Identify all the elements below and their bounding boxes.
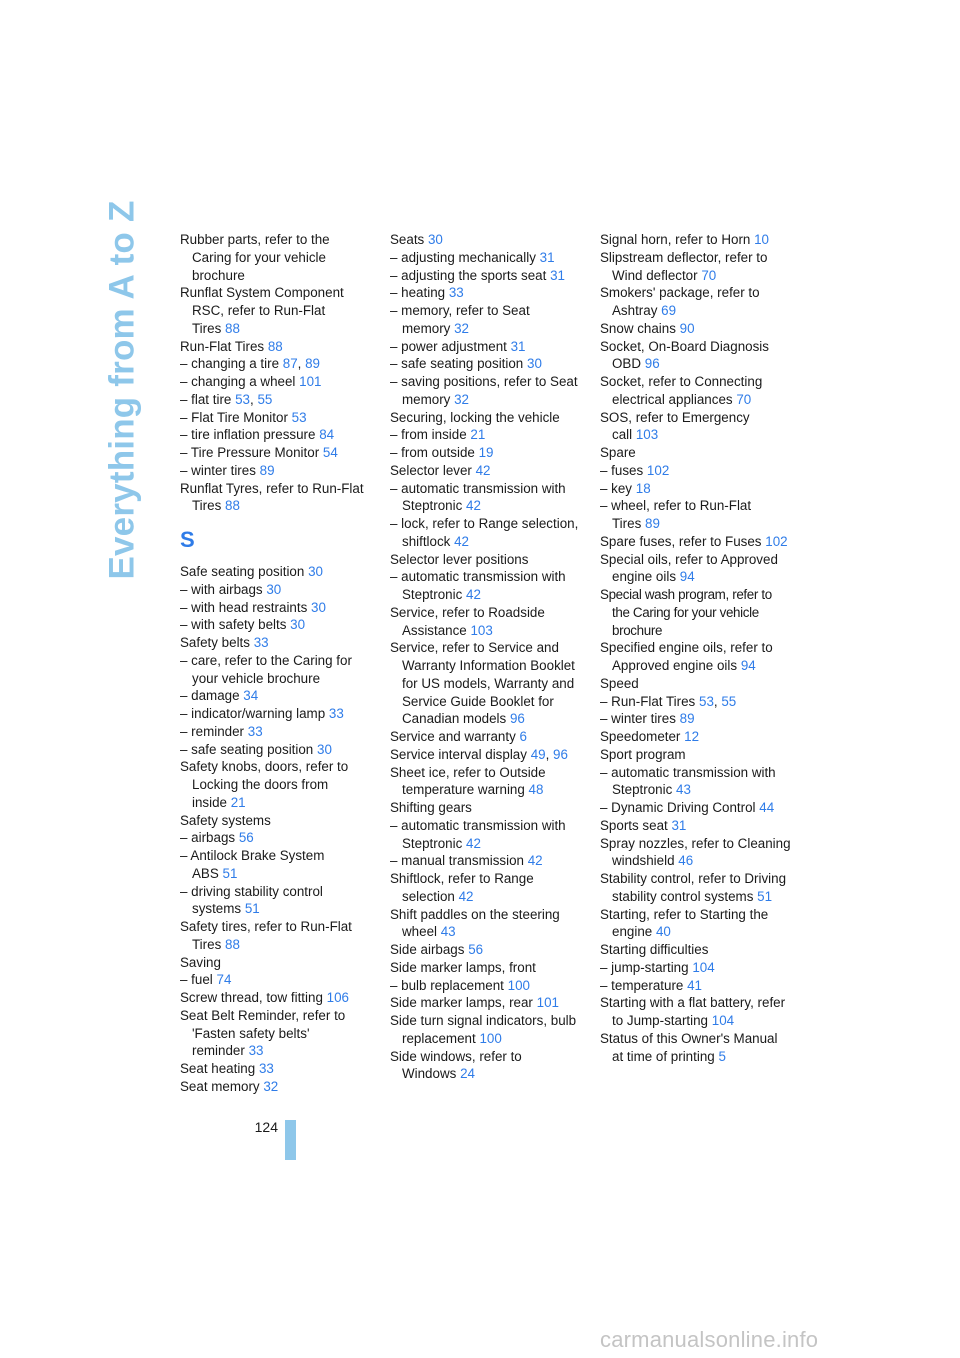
index-term: Starting with a flat battery, refer to Jump-starting xyxy=(600,995,786,1028)
index-term: – key xyxy=(600,480,633,496)
page-reference-link[interactable]: 42 xyxy=(454,533,470,549)
index-entry xyxy=(180,599,370,617)
page-reference-link[interactable]: 70 xyxy=(701,267,717,283)
page-reference-link[interactable]: 30 xyxy=(311,599,326,615)
index-term: – jump-starting xyxy=(600,959,689,975)
index-term: – flat tire xyxy=(180,391,232,407)
page-reference-link[interactable]: 104 xyxy=(711,1013,735,1028)
index-term: Side airbags xyxy=(390,942,465,957)
page-reference-link[interactable]: 32 xyxy=(454,391,469,407)
index-entry xyxy=(180,409,370,427)
index-term: – temperature xyxy=(600,977,684,993)
index-term: – changing a wheel xyxy=(180,374,296,389)
index-entry xyxy=(600,728,792,746)
page-reference-link[interactable]: 33 xyxy=(448,285,464,301)
index-entry xyxy=(180,652,370,688)
index-term: Seat Belt Reminder, refer to 'Fasten safety belts' reminder xyxy=(180,1007,346,1059)
index-term: – memory, refer to Seat memory xyxy=(390,303,530,336)
index-entry xyxy=(390,373,580,409)
index-column-2 xyxy=(390,231,580,1083)
page-reference-link[interactable]: 49 xyxy=(530,746,546,762)
page-reference-link[interactable]: 89 xyxy=(259,462,275,478)
page-reference-link[interactable]: 74 xyxy=(216,972,232,988)
page-reference-link[interactable]: 42 xyxy=(466,587,481,602)
index-term: Shifting gears xyxy=(390,800,472,815)
index-entry xyxy=(390,284,580,302)
index-entry xyxy=(600,710,792,728)
index-entry xyxy=(600,639,792,675)
index-entry xyxy=(600,799,792,817)
page-reference-link[interactable]: 100 xyxy=(507,977,530,993)
index-term: – Flat Tire Monitor xyxy=(180,409,288,425)
index-entry xyxy=(180,581,370,599)
index-term: – heating xyxy=(390,285,446,301)
page-reference-link[interactable]: 42 xyxy=(527,853,543,869)
page-separator: , xyxy=(297,356,306,372)
index-column-3 xyxy=(600,231,792,1065)
index-term: Signal horn, refer to Horn xyxy=(600,232,751,247)
index-entry xyxy=(180,971,370,989)
index-entry xyxy=(390,639,580,728)
index-entry xyxy=(390,338,580,356)
index-term: – safe seating position xyxy=(390,356,524,372)
index-term: Seat heating xyxy=(180,1061,256,1076)
index-term: Side marker lamps, rear xyxy=(390,995,533,1011)
page-reference-link[interactable]: 33 xyxy=(328,706,344,721)
index-entry xyxy=(390,604,580,640)
index-entry xyxy=(390,515,580,551)
page-reference-link[interactable]: 32 xyxy=(454,320,469,336)
index-entry xyxy=(390,249,580,267)
index-term: Securing, locking the vehicle xyxy=(390,409,560,425)
index-entry xyxy=(600,675,792,693)
index-entry xyxy=(180,705,370,723)
page-reference-link[interactable]: 18 xyxy=(635,480,651,496)
index-entry xyxy=(600,586,792,639)
index-entry xyxy=(390,409,580,427)
index-entry xyxy=(390,551,580,569)
page-reference-link[interactable]: 42 xyxy=(458,888,474,904)
page-reference-link[interactable]: 30 xyxy=(290,617,306,633)
index-term: Rubber parts, refer to the Caring for your vehicle brochure xyxy=(180,232,330,283)
page-reference-link[interactable]: 30 xyxy=(317,741,332,757)
index-term: Starting, refer to Starting the engine xyxy=(600,906,769,940)
index-entry xyxy=(390,444,580,462)
index-term: – wheel, refer to Run-Flat Tires xyxy=(600,498,752,531)
index-term: Slipstream deflector, refer to Wind deflector xyxy=(600,249,768,283)
index-entry xyxy=(390,302,580,338)
index-entry xyxy=(390,355,580,373)
index-term: Stability control, refer to Driving stability control systems xyxy=(600,871,787,904)
index-term: Spare fuses, refer to Fuses xyxy=(600,533,762,549)
index-term: Selector lever positions xyxy=(390,551,529,567)
page-reference-link[interactable]: 33 xyxy=(247,723,263,739)
index-entry xyxy=(180,1007,370,1060)
index-entry xyxy=(180,462,370,480)
index-entry xyxy=(600,977,792,995)
section-title-vertical xyxy=(95,200,151,580)
index-term: – automatic transmission with Steptronic xyxy=(390,569,566,602)
page-reference-link[interactable]: 87 xyxy=(282,356,298,372)
index-term: Sport program xyxy=(600,746,686,762)
page-reference-link[interactable]: 88 xyxy=(267,338,283,354)
page-number: 124 xyxy=(254,1119,278,1135)
index-term: – driving stability control systems xyxy=(180,883,323,917)
page-reference-link[interactable]: 53 xyxy=(291,409,307,425)
index-entry xyxy=(600,533,792,551)
index-term: – changing a tire xyxy=(180,356,280,372)
page-reference-link[interactable]: 31 xyxy=(671,817,687,833)
page-reference-link[interactable]: 84 xyxy=(319,427,335,443)
index-entry xyxy=(600,764,792,800)
index-entry xyxy=(180,634,370,652)
page-reference-link[interactable]: 44 xyxy=(759,800,775,815)
index-entry xyxy=(390,959,580,977)
page-reference-link[interactable]: 42 xyxy=(466,835,481,851)
index-entry xyxy=(180,1060,370,1078)
index-term: – Antilock Brake System ABS xyxy=(180,848,325,881)
index-term: – safe seating position xyxy=(180,741,314,757)
index-term: – automatic transmission with Steptronic xyxy=(390,480,566,514)
index-term: Side marker lamps, front xyxy=(390,959,536,975)
index-entry xyxy=(180,444,370,462)
index-term: Smokers' package, refer to Ashtray xyxy=(600,285,760,318)
index-term: – power adjustment xyxy=(390,338,507,354)
index-term: Safety tires, refer to Run-Flat Tires xyxy=(180,919,352,952)
page-reference-link[interactable]: 102 xyxy=(646,462,670,478)
page-reference-link[interactable]: 96 xyxy=(553,746,568,762)
page-reference-link[interactable]: 94 xyxy=(679,569,695,585)
page-reference-link[interactable]: 103 xyxy=(635,427,659,443)
page-reference-link[interactable]: 88 xyxy=(225,320,240,336)
index-entry xyxy=(180,741,370,759)
index-term: – automatic transmission with Steptronic xyxy=(600,764,776,798)
page-reference-link[interactable]: 89 xyxy=(305,356,321,372)
page-reference-link[interactable]: 100 xyxy=(479,1030,502,1046)
index-term: Service interval display xyxy=(390,746,527,762)
index-entry xyxy=(600,746,792,764)
index-term: – care, refer to the Caring for your vehicle brochure xyxy=(180,652,352,686)
page-reference-link[interactable]: 19 xyxy=(478,445,494,460)
letter-heading: S xyxy=(180,527,195,552)
page-reference-link[interactable]: 21 xyxy=(230,794,246,810)
index-term: – adjusting mechanically xyxy=(390,249,536,265)
index-term: Safety belts xyxy=(180,635,250,650)
index-entry xyxy=(390,941,580,959)
index-term: – Run-Flat Tires xyxy=(600,693,696,709)
page-reference-link[interactable]: 30 xyxy=(308,564,323,579)
page-reference-link[interactable]: 51 xyxy=(244,901,260,917)
index-term: – from outside xyxy=(390,445,475,460)
index-entry xyxy=(180,355,370,373)
index-entry xyxy=(600,906,792,942)
index-entry xyxy=(180,723,370,741)
index-term: Run-Flat Tires xyxy=(180,338,265,354)
index-entry xyxy=(180,480,370,516)
index-entry xyxy=(390,746,580,764)
index-term: Seats xyxy=(390,232,425,247)
watermark: carmanualsonline.info xyxy=(600,1327,819,1352)
index-entry xyxy=(180,1078,370,1096)
index-term: – bulb replacement xyxy=(390,977,504,993)
index-entry xyxy=(390,906,580,942)
index-term: – winter tires xyxy=(600,711,676,727)
page-reference-link[interactable]: 69 xyxy=(661,303,677,318)
index-entry xyxy=(600,462,792,480)
index-entry xyxy=(390,480,580,516)
index-term: Side windows, refer to Windows xyxy=(390,1048,522,1082)
index-entry xyxy=(600,373,792,409)
index-term: Starting difficulties xyxy=(600,942,709,957)
index-term: Service, refer to Roadside Assistance xyxy=(390,604,545,638)
index-entry xyxy=(180,231,370,284)
page-separator: , xyxy=(713,693,722,709)
index-term: Shift paddles on the steering wheel xyxy=(390,906,560,940)
index-entry xyxy=(180,883,370,919)
page-reference-link[interactable]: 90 xyxy=(679,320,695,336)
index-entry xyxy=(390,764,580,800)
index-entry xyxy=(600,497,792,533)
index-term: Sports seat xyxy=(600,817,668,833)
index-term: Shiftlock, refer to Range selection xyxy=(390,871,534,904)
index-entry xyxy=(600,941,792,959)
index-term: SOS, refer to Emergency call xyxy=(600,409,750,443)
index-term: – Dynamic Driving Control xyxy=(600,800,756,815)
index-entry xyxy=(600,551,792,587)
index-term: Screw thread, tow fitting xyxy=(180,990,323,1005)
index-entry xyxy=(600,480,792,498)
page-reference-link[interactable]: 96 xyxy=(644,356,660,372)
index-term: Safety knobs, doors, refer to Locking the doors from inside xyxy=(180,759,349,810)
index-entry xyxy=(180,758,370,811)
page-reference-link[interactable]: 88 xyxy=(225,936,240,952)
page-accent-bar xyxy=(285,1120,296,1160)
index-term: – saving positions, refer to Seat memory xyxy=(390,374,578,407)
index-entry xyxy=(600,249,792,285)
index-entry xyxy=(180,687,370,705)
index-entry xyxy=(600,444,792,462)
index-term: – indicator/warning lamp xyxy=(180,706,326,721)
index-term: Safe seating position xyxy=(180,564,305,579)
page-reference-link[interactable]: 48 xyxy=(528,782,544,798)
index-entry xyxy=(180,338,370,356)
index-entry xyxy=(180,284,370,337)
index-term: Snow chains xyxy=(600,320,676,336)
index-term: – with safety belts xyxy=(180,617,287,633)
page-reference-link[interactable]: 51 xyxy=(222,865,238,881)
index-term: Selector lever xyxy=(390,462,472,478)
index-term: – fuses xyxy=(600,462,644,478)
page-reference-link[interactable]: 103 xyxy=(470,622,493,638)
index-term: Status of this Owner's Manual at time of printing xyxy=(600,1030,778,1064)
page-reference-link[interactable]: 43 xyxy=(440,924,456,940)
page-reference-link[interactable]: 31 xyxy=(510,338,526,354)
index-entry xyxy=(600,338,792,374)
index-entry xyxy=(600,231,792,249)
page-reference-link[interactable]: 31 xyxy=(550,267,565,283)
index-term: – lock, refer to Range selection, shiftlock xyxy=(390,516,579,549)
index-term: Special wash program, refer to the Caring for your vehicle brochure xyxy=(600,587,772,638)
page-reference-link[interactable]: 30 xyxy=(266,581,282,597)
index-term: – manual transmission xyxy=(390,853,524,869)
index-entry xyxy=(390,1048,580,1084)
index-term: – adjusting the sports seat xyxy=(390,267,547,283)
section-title: Everything from A to Z xyxy=(103,200,143,580)
page-reference-link[interactable]: 89 xyxy=(645,516,660,531)
page-reference-link[interactable]: 54 xyxy=(322,445,338,460)
page-reference-link[interactable]: 53 xyxy=(235,391,250,407)
index-entry xyxy=(600,817,792,835)
page-reference-link[interactable]: 56 xyxy=(238,830,254,846)
index-term: – damage xyxy=(180,688,240,704)
index-entry xyxy=(600,1030,792,1066)
index-entry xyxy=(180,918,370,954)
index-entry xyxy=(390,267,580,285)
page-reference-link[interactable]: 102 xyxy=(765,533,788,549)
page-reference-link[interactable]: 41 xyxy=(687,977,703,993)
index-entry xyxy=(390,231,580,249)
index-term: Seat memory xyxy=(180,1078,260,1094)
index-term: – from inside xyxy=(390,427,467,443)
index-entry xyxy=(390,462,580,480)
page-reference-link[interactable]: 46 xyxy=(678,853,694,869)
index-entry xyxy=(390,426,580,444)
index-term: Specified engine oils, refer to Approved engine oils xyxy=(600,640,773,673)
page-reference-link[interactable]: 21 xyxy=(470,427,486,443)
page-reference-link[interactable]: 101 xyxy=(299,374,322,389)
page-reference-link[interactable]: 31 xyxy=(539,249,555,265)
page-reference-link[interactable]: 56 xyxy=(468,942,484,957)
page-reference-link[interactable]: 33 xyxy=(258,1061,274,1076)
index-term: Runflat System Component RSC, refer to Run-Flat Tires xyxy=(180,285,344,336)
page-reference-link[interactable]: 53 xyxy=(699,693,714,709)
index-term: – tire inflation pressure xyxy=(180,427,316,443)
index-term: – with airbags xyxy=(180,581,263,597)
index-term: – Tire Pressure Monitor xyxy=(180,445,320,460)
index-entry xyxy=(600,870,792,906)
index-entry xyxy=(180,563,370,581)
index-term: – airbags xyxy=(180,830,236,846)
index-term: Service, refer to Service and Warranty Information Booklet for US models, Warranty and Service Guide Booklet for Canadian models xyxy=(390,640,575,727)
page-reference-link[interactable]: 51 xyxy=(757,888,773,904)
index-entry xyxy=(180,812,370,830)
index-entry xyxy=(390,568,580,604)
index-entry xyxy=(600,284,792,320)
index-term: Socket, On-Board Diagnosis OBD xyxy=(600,338,769,372)
index-column-1 xyxy=(180,231,370,1096)
page-reference-link[interactable]: 55 xyxy=(257,391,273,407)
page-reference-link[interactable]: 88 xyxy=(225,498,240,514)
index-entry xyxy=(390,799,580,817)
page-reference-link[interactable]: 70 xyxy=(736,391,752,407)
index-term: Special oils, refer to Approved engine oils xyxy=(600,551,778,585)
page-reference-link[interactable]: 42 xyxy=(466,498,481,514)
index-term: Spare xyxy=(600,445,636,460)
page-separator: , xyxy=(545,746,554,762)
page-reference-link[interactable]: 30 xyxy=(427,232,443,247)
index-entry xyxy=(600,959,792,977)
page-reference-link[interactable]: 6 xyxy=(519,729,527,744)
page-reference-link[interactable]: 96 xyxy=(509,711,525,727)
index-term: – automatic transmission with Steptronic xyxy=(390,817,566,851)
page-reference-link[interactable]: 94 xyxy=(740,658,756,673)
page-reference-link[interactable]: 33 xyxy=(248,1043,264,1059)
index-entry xyxy=(600,320,792,338)
index-entry xyxy=(180,847,370,883)
index-entry xyxy=(390,852,580,870)
index-term: Speedometer xyxy=(600,729,681,744)
page-reference-link[interactable]: 34 xyxy=(243,688,259,704)
index-entry xyxy=(390,1012,580,1048)
index-entry xyxy=(180,391,370,409)
page-reference-link[interactable]: 30 xyxy=(527,356,542,372)
page-reference-link[interactable]: 106 xyxy=(326,990,349,1005)
page-reference-link[interactable]: 10 xyxy=(754,232,769,247)
index-entry xyxy=(600,835,792,871)
page-separator: , xyxy=(250,391,258,407)
index-entry xyxy=(180,954,370,972)
index-entry xyxy=(390,728,580,746)
index-term: – with head restraints xyxy=(180,599,308,615)
index-term: Saving xyxy=(180,954,221,970)
page-reference-link[interactable]: 33 xyxy=(253,635,269,650)
index-term: – fuel xyxy=(180,972,213,988)
page-reference-link[interactable]: 101 xyxy=(536,995,559,1011)
index-entry xyxy=(180,989,370,1007)
page-reference-link[interactable]: 32 xyxy=(263,1078,279,1094)
index-term: Side turn signal indicators, bulb replacement xyxy=(390,1013,577,1046)
page-reference-link[interactable]: 43 xyxy=(676,782,691,798)
index-entry xyxy=(600,409,792,445)
page-reference-link[interactable]: 42 xyxy=(475,462,491,478)
index-term: Spray nozzles, refer to Cleaning windshield xyxy=(600,835,791,869)
page-reference-link[interactable]: 5 xyxy=(718,1048,726,1064)
page-reference-link[interactable]: 24 xyxy=(460,1066,475,1082)
page-reference-link[interactable]: 40 xyxy=(655,924,671,940)
index-entry xyxy=(390,994,580,1012)
page-reference-link[interactable]: 55 xyxy=(721,693,737,709)
index-term: – winter tires xyxy=(180,462,256,478)
index-term: Socket, refer to Connecting electrical appliances xyxy=(600,374,763,407)
index-entry xyxy=(390,977,580,995)
index-entry xyxy=(180,426,370,444)
index-term: Safety systems xyxy=(180,812,271,828)
index-entry xyxy=(600,693,792,711)
page-reference-link[interactable]: 12 xyxy=(684,729,700,744)
index-term: – reminder xyxy=(180,723,245,739)
index-entry xyxy=(600,994,792,1030)
page-reference-link[interactable]: 104 xyxy=(692,959,715,975)
index-term: Service and warranty xyxy=(390,729,516,744)
index-entry xyxy=(390,817,580,853)
index-entry xyxy=(390,870,580,906)
index-term: Speed xyxy=(600,675,639,691)
index-entry xyxy=(180,829,370,847)
index-term: Sheet ice, refer to Outside temperature warning xyxy=(390,764,546,798)
index-entry xyxy=(180,616,370,634)
index-term: Runflat Tyres, refer to Run-Flat Tires xyxy=(180,480,364,514)
index-entry xyxy=(180,373,370,391)
page-reference-link[interactable]: 89 xyxy=(679,711,695,727)
